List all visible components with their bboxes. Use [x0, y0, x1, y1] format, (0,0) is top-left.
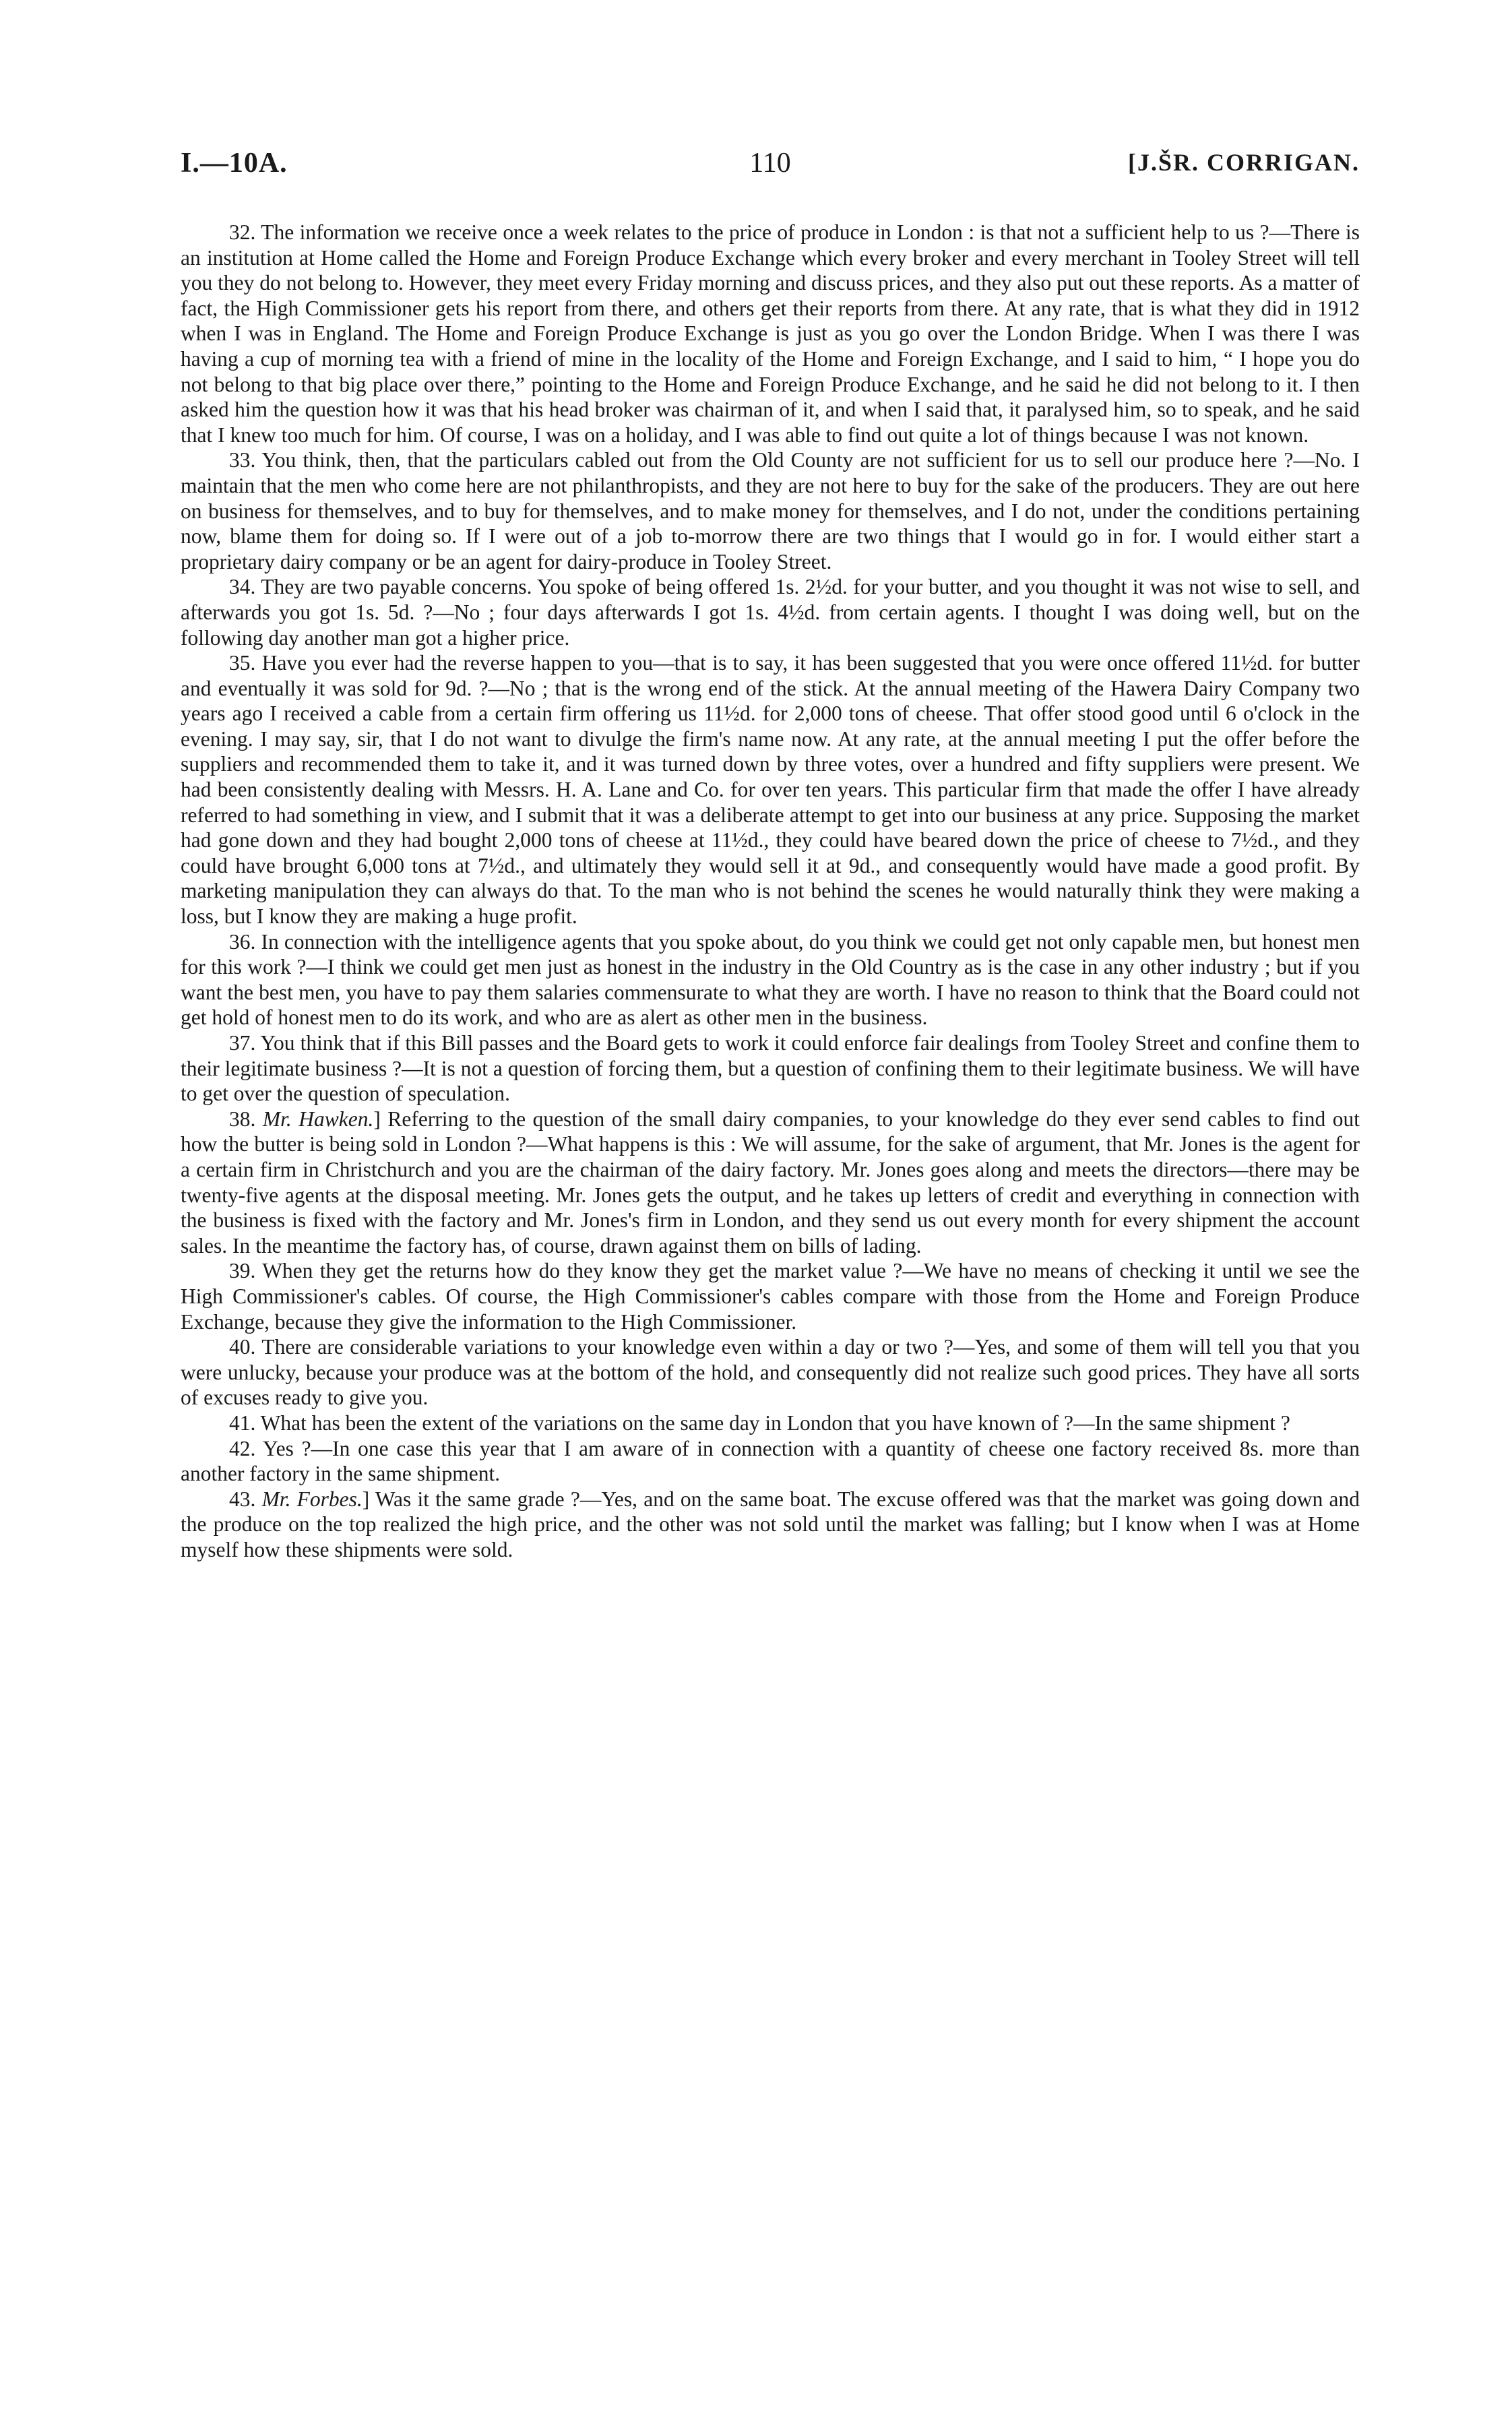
page-header: [181, 147, 1360, 187]
speaker-name: Mr. Forbes.: [261, 1487, 363, 1511]
paragraph-41: 41. What has been the extent of the variations on the same day in London that you have known of ?—In the same shipment ?: [229, 1410, 1290, 1435]
paragraph-40: 40. There are considerable variations to your knowledge even within a day or two ?—Yes, and some of them will tell you that you were unlucky, because your produce was at the bottom of the hold, and consequently did not realize such good prices. They have all sorts of excuses ready to give you.: [181, 1335, 1360, 1410]
evidence-text: [181, 220, 1360, 1562]
paragraph-32: 32. The information we receive once a week relates to the price of produce in London : is that not a sufficient help to us ?—There is an institution at Home called the Home and Foreign Produce Exchange which every broker and every merchant in Tooley Street will tell you they do not belong to. However, they meet every Friday morning and discuss prices, and they also put out these reports. As a matter of fact, the High Commissioner gets his report from there, and others get their reports from there. At any rate, that is what they did in 1912 when I was in England. The Home and Foreign Produce Exchange is just as you go over the London Bridge. When I was there I was having a cup of morning tea with a friend of mine in the locality of the Home and Foreign Exchange, and I said to him, “ I hope you do not belong to that big place over there,” pointing to the Home and Foreign Produce Exchange, and he said he did not belong to it. I then asked him the question how it was that his head broker was chairman of it, and when I said that, it paralysed him, so to speak, and he said that I knew too much for him. Of course, I was on a holiday, and I was able to find out quite a lot of things because I was not known.: [181, 220, 1360, 447]
paragraph-33: 33. You think, then, that the particulars cabled out from the Old County are not sufficient for us to sell our produce here ?—No. I maintain that the men who come here are not philanthropists, and they are not here to buy for the sake of the producers. They are out here on business for themselves, and to buy for themselves, and to make money for themselves, and I do not, under the conditions pertaining now, blame them for doing so. If I were out of a job to-morrow there are two things that I would go in for. I would either start a proprietary dairy company or be an agent for dairy-produce in Tooley Street.: [181, 448, 1360, 573]
paragraph-36: 36. In connection with the intelligence agents that you spoke about, do you think we could get not only capable men, but honest men for this work ?—I think we could get men just as honest in the industry in the Old Country as is the case in any other industry ; but if you want the best men, you have to pay them salaries commensurate to what they are worth. I have no reason to think that the Board could not get hold of honest men to do its work, and who are as alert as other men in the business.: [181, 929, 1360, 1030]
page-number: 110: [749, 148, 791, 179]
paragraph-37: 37. You think that if this Bill passes and the Board gets to work it could enforce fair dealings from Tooley Street and confine them to their legitimate business ?—It is not a question of forcing them, but a question of confining them to their legitimate business. We will have to get over the question of speculation.: [181, 1031, 1360, 1106]
paragraph-35: 35. Have you ever had the reverse happen to you—that is to say, it has been suggested that you were once offered 11½d. for butter and eventually it was sold for 9d. ?—No ; that is the wrong end of the stick. At the annual meeting of the Hawera Dairy Company two years ago I received a cable from a certain firm offering us 11½d. for 2,000 tons of cheese. That offer stood good until 6 o'clock in the evening. I may say, sir, that I do not want to divulge the firm's name now. At any rate, at the annual meeting I put the offer before the suppliers and recommended them to take it, and it was turned down by three votes, over a hundred and fifty suppliers were present. We had been consistently dealing with Messrs. H. A. Lane and Co. for over ten years. This particular firm that made the offer I have already referred to had something in view, and I submit that it was a deliberate attempt to get into our business at any price. Supposing the market had gone down and they had bought 2,000 tons of cheese at 11½d., they could have beared down the price of cheese to 7½d., and they could have brought 6,000 tons at 7½d., and ultimately they would sell it at 9d., and consequently would have made a good profit. By marketing manipulation they can always do that. To the man who is not behind the scenes he would naturally think they were making a loss, but I know they are making a huge profit.: [181, 651, 1360, 929]
paragraph-43: 43. Mr. Forbes.] Was it the same grade ?—Yes, and on the same boat. The excuse offered was that the market was going down and the produce on the top realized the high price, and the other was not sold until the market was falling; but I know when I was at Home myself how these shipments were sold.: [181, 1487, 1360, 1561]
paragraph-39: 39. When they get the returns how do they know they get the market value ?—We have no means of checking it until we see the High Commissioner's cables. Of course, the High Commissioner's cables compare with those from the Home and Foreign Produce Exchange, because they give the information to the High Commissioner.: [181, 1259, 1360, 1334]
witness-name: [J.ŠR. CORRIGAN.: [1127, 149, 1360, 176]
paragraph-34: 34. They are two payable concerns. You spoke of being offered 1s. 2½d. for your butter, and you thought it was not wise to sell, and afterwards you got 1s. 5d. ?—No ; four days afterwards I got 1s. 4½d. from certain agents. I thought I was doing well, but on the following day another man got a higher price.: [181, 575, 1360, 650]
paragraph-42: 42. Yes ?—In one case this year that I am aware of in connection with a quantity of cheese one factory received 8s. more than another factory in the same shipment.: [181, 1436, 1360, 1486]
paper-reference: I.—10A.: [181, 148, 288, 179]
speaker-name: Mr. Hawken.: [262, 1107, 374, 1131]
paragraph-38: 38. Mr. Hawken.] Referring to the question of the small dairy companies, to your knowledge do they ever send cables to find out how the butter is being sold in London ?—What happens is this : We will assume, for the sake of argument, that Mr. Jones is the agent for a certain firm in Christchurch and you are the chairman of the dairy factory. Mr. Jones goes along and meets the directors—there may be twenty-five agents at the disposal meeting. Mr. Jones gets the output, and he takes up letters of credit and everything in connection with the business is fixed with the factory and Mr. Jones's firm in London, and they send us out every month for every shipment the account sales. In the meantime the factory has, of course, drawn against them on bills of lading.: [181, 1107, 1360, 1258]
